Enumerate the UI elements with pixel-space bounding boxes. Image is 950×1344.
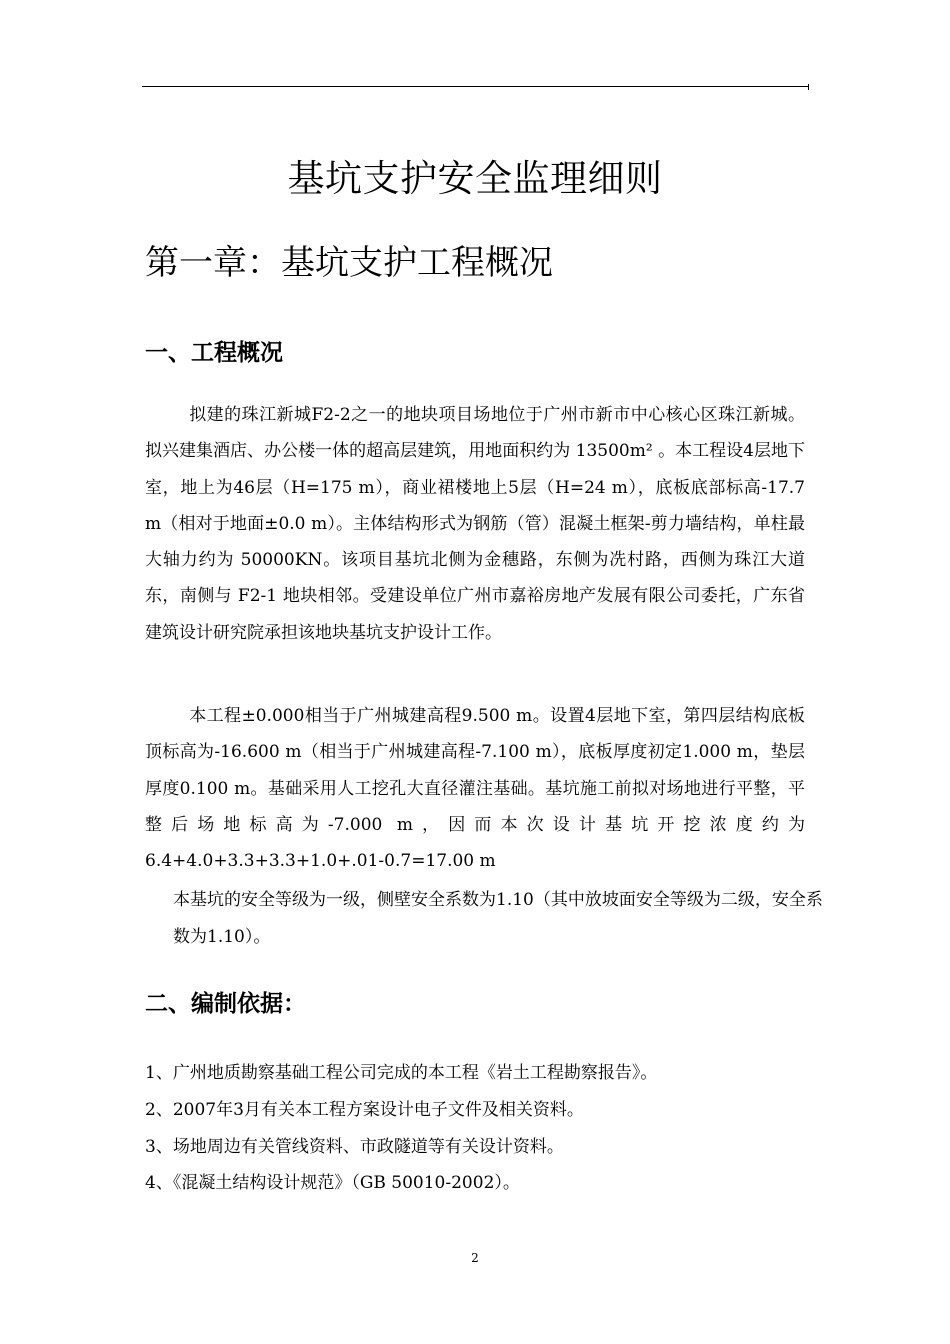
overview-paragraph-2: 本工程±0.000相当于广州城建高程9.500 m。设置4层地下室，第四层结构底板顶标高为-16.600 m（相当于广州城建高程-7.100 m），底板厚度初定1.000 m，垫层厚度0.100 m。基础采用人工挖孔大直径灌注基础。基坑施工前拟对场地进行平整，平整后场地标高为-7.000 m，因而本次设计基坑开挖浓度约为6.4+4.0+3.3+3.3+1.0+.01-0.7=17.00 m <box>145 706 805 872</box>
header-rule <box>142 86 809 87</box>
document-title: 基坑支护安全监理细则 <box>287 157 663 200</box>
section-heading-basis: 二、编制依据： <box>145 991 306 1017</box>
basis-list-item: 2、2007年3月有关本工程方案设计电子文件及相关资料。 <box>145 1100 584 1120</box>
overview-paragraph-1: 拟建的珠江新城F2-2之一的地块项目场地位于广州市新市中心核心区珠江新城。拟兴建集酒店、办公楼一体的超高层建筑，用地面积约为 13500m² 。本工程设4层地下室，地上为46层（H=175 m），商业裙楼地上5层（H=24 m），底板底部标高-17.7 m（相对于地面±0.0 m）。主体结构形式为钢筋（管）混凝土框架-剪力墙结构，单柱最大轴力约为 50000KN。该项目基坑北侧为金穗路，东侧为冼村路，西侧为珠江大道东，南侧与 F2-1 地块相邻。受建设单位广州市嘉裕房地产发展有限公司委托，广东省建筑设计研究院承担该地块基坑支护设计工作。 <box>145 405 805 643</box>
chapter-heading: 第一章：基坑支护工程概况 <box>145 243 553 283</box>
page-number: 2 <box>471 1251 479 1265</box>
header-rule-tick <box>808 84 809 90</box>
basis-list-item: 4、《混凝土结构设计规范》（GB 50010-2002）。 <box>145 1173 520 1193</box>
basis-list-item: 3、场地周边有关管线资料、市政隧道等有关设计资料。 <box>145 1137 564 1157</box>
overview-paragraph-3: 本基坑的安全等级为一级，侧壁安全系数为1.10（其中放坡面安全等级为二级，安全系数为1.10）。 <box>173 890 823 947</box>
section-heading-overview: 一、工程概况 <box>145 340 283 366</box>
basis-list-item: 1、广州地质勘察基础工程公司完成的本工程《岩土工程勘察报告》。 <box>145 1063 658 1083</box>
